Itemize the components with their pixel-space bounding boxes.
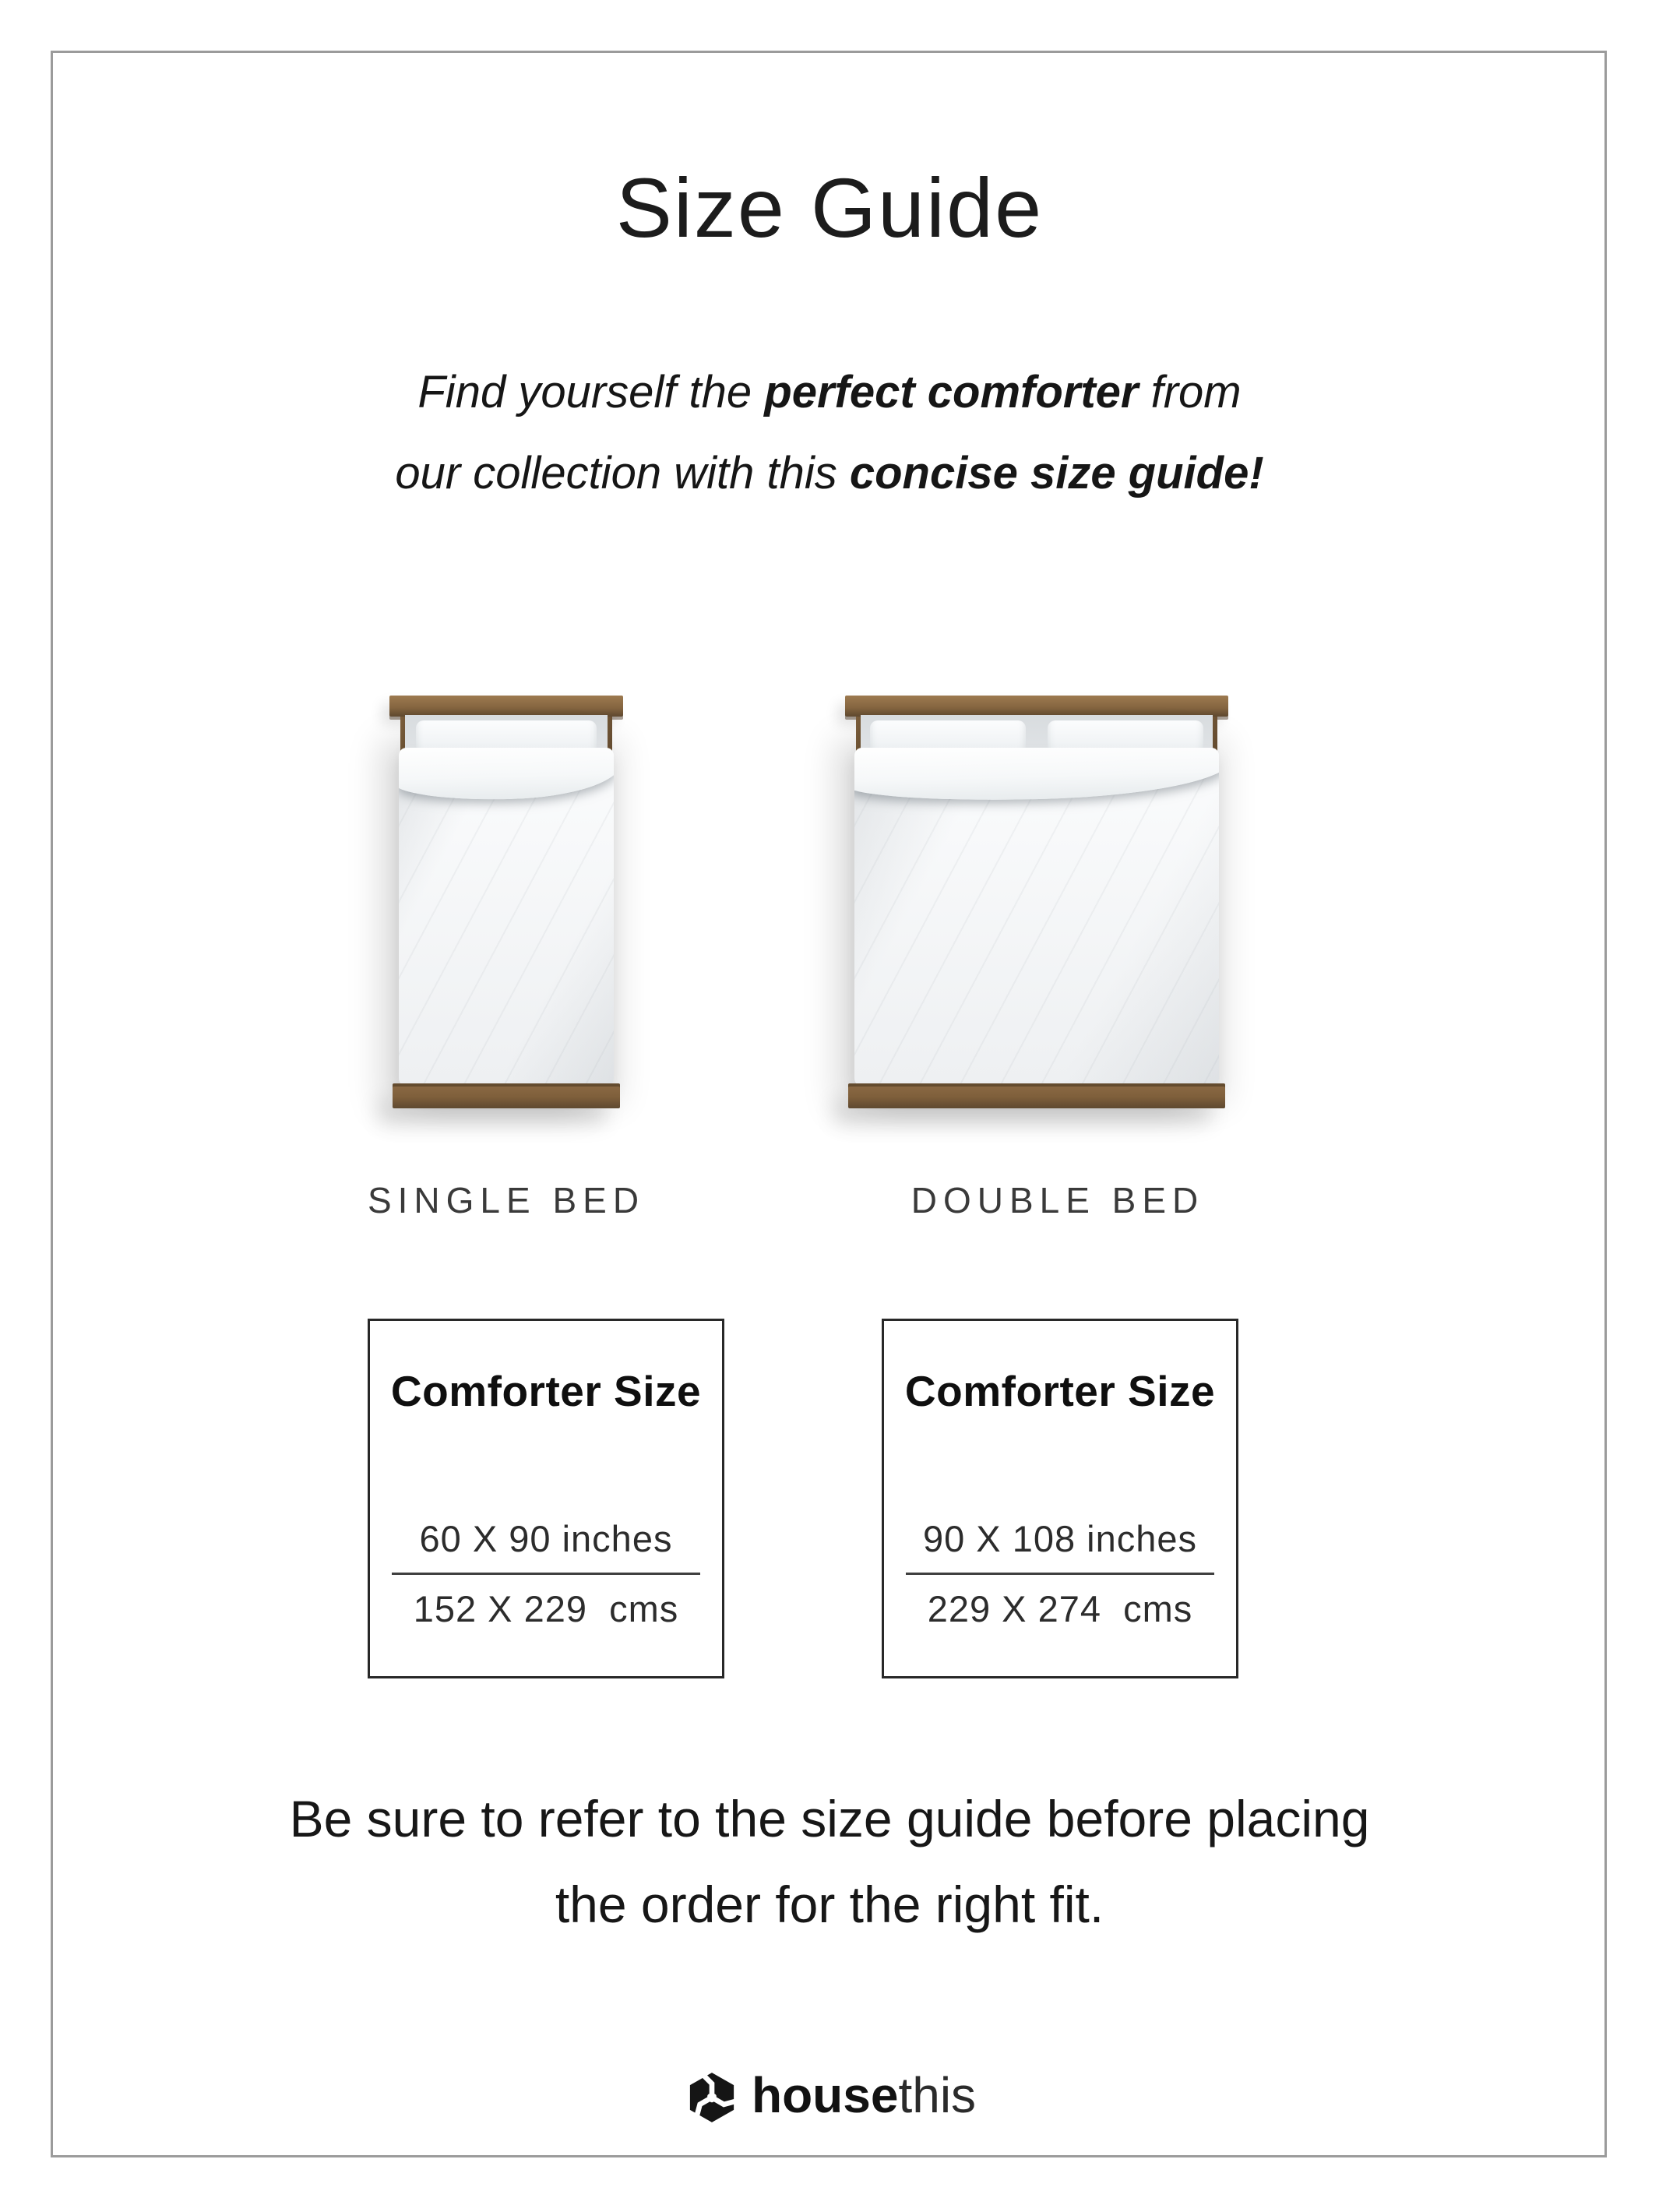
brand-wordmark [752,2066,976,2124]
footer-note-line-2: the order for the right fit. [555,1876,1104,1933]
size-box-heading: Comforter Size [904,1367,1216,1415]
intro-line-1-text: Find yourself the [417,367,765,417]
intro-line-2 [0,433,1659,514]
headboard [389,696,623,717]
comforter-fold [854,748,1219,805]
asterisk-flower-icon [683,2069,741,2126]
footboard [848,1083,1225,1108]
size-cms: 152 X 229 cms [413,1588,679,1629]
size-cms: 229 X 274 cms [927,1588,1193,1629]
footboard [393,1083,620,1108]
single-comforter-size-box [368,1319,724,1678]
double-bed-label: DOUBLE BED [911,1180,1205,1220]
single-bed-label: SINGLE BED [367,1180,646,1220]
size-values [901,1517,1219,1630]
comforter [399,748,614,1087]
intro-line-1-tail: from [1138,367,1242,417]
size-inches: 60 X 90 inches [419,1518,673,1559]
brand-word-this: this [898,2067,977,2123]
size-divider [392,1573,700,1575]
footer-note-line-1: Be sure to refer to the size guide before placing [289,1790,1370,1847]
size-values [387,1517,705,1630]
intro-line-2-text: our collection with this [395,448,850,498]
size-divider [906,1573,1214,1575]
footer-note [0,1776,1659,1947]
single-bed-illustration [389,685,623,1122]
double-comforter-size-box [882,1319,1238,1678]
intro-line-2-bold: concise size guide! [849,448,1264,498]
intro-line-1-bold: perfect comforter [764,367,1139,417]
brand-logo [0,2064,1659,2126]
size-inches: 90 X 108 inches [922,1518,1198,1559]
headboard [845,696,1228,717]
comforter [854,748,1219,1087]
intro-text [0,352,1659,514]
double-bed-illustration [845,685,1228,1122]
size-box-heading: Comforter Size [390,1367,702,1415]
brand-word-house: house [751,2067,899,2123]
page-title: Size Guide [615,160,1044,255]
intro-line-1 [0,352,1659,433]
comforter-fold [399,748,614,802]
